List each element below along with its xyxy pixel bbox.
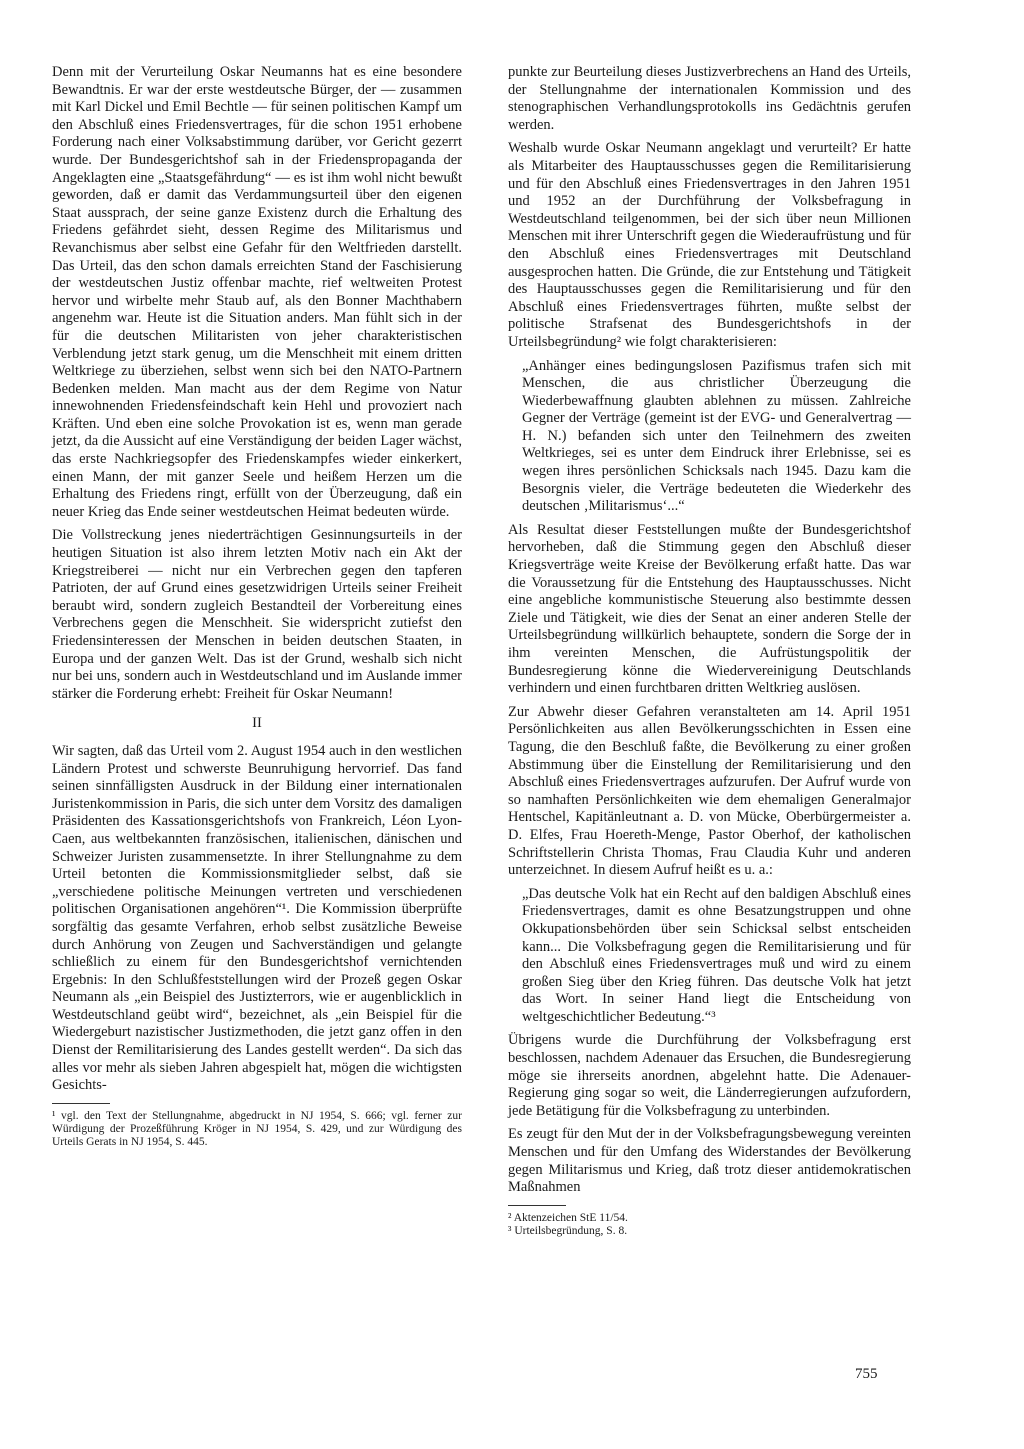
left-column (52, 64, 462, 1149)
right-paragraph-4: Zur Abwehr dieser Gefahren veranstalteten am 14. April 1951 Persönlichkeiten aus allen Bevölkerungsschichten in Essen eine Tagung, die den Beschluß faßte, die Bevölkerung zu einer großen Abstimmung über die Einstellung der Remilitarisierung und den Abschluß eines Friedensvertrages aufzurufen. Der Aufruf wurde von so namhaften Persönlichkeiten wie dem ehemaligen Generalmajor Hentschel, Kapitänleutnant a. D. von Mücke, Oberbürgermeister a. D. Elfes, Frau Hoereth-Menge, Pastor Oberhof, der katholischen Schriftstellerin Christa Thomas, Frau Claudia Kuhr und anderen unterzeichnet. In diesem Aufruf heißt es u. a.: (508, 703, 911, 879)
quote-1: „Anhänger eines bedingungslosen Pazifismus trafen sich mit Menschen, die aus christlicher Überzeugung die Wiederbewaffnung glaubten ablehnen zu müssen. Zahlreiche Gegner der Verträge (gemeint ist der EVG- und Generalvertrag — H. N.) befanden sich unter den Teilnehmern des zweiten Weltkrieges, sei es unter dem Eindruck ihrer Erlebnisse, sei es wegen ihres persönlichen Schicksals nach 1945. Dazu kam die Besorgnis vieler, die Verträge bedeuteten die Wiederkehr des deutschen ‚Militarismus‘...“ (522, 357, 911, 515)
right-column (508, 64, 911, 1238)
right-paragraph-1: punkte zur Beurteilung dieses Justizverbrechens an Hand des Urteils, der Stellungnahme der internationalen Kommission und des stenographischen Verhandlungsprotokolls ins Gedächtnis gerufen werden. (508, 64, 911, 133)
footnote-1: ¹ vgl. den Text der Stellungnahme, abgedruckt in NJ 1954, S. 666; vgl. ferner zur Würdigung der Prozeßführung Kröger in NJ 1954, S. 429, und zur Würdigung des Urteils Gerats in NJ 1954, S. 445. (52, 1109, 462, 1148)
right-paragraph-3: Als Resultat dieser Feststellungen mußte der Bundesgerichtshof hervorheben, daß die Stimmung gegen den Abschluß dieser Kriegsverträge weite Kreise der Bevölkerung erfaßt hatte. Das war die Voraussetzung für die Entstehung des Hauptausschusses. Nicht eine angebliche kommunistische Steuerung also bestimmte dessen Ziele und Tätigkeit, wie dies der Senat an einer anderen Stelle der Urteilsbegründung willkürlich behauptete, sondern die Sorge der in ihm vereinten Menschen, die Aufrüstungspolitik der Bundesregierung könne die Wiedervereinigung Deutschlands verhindern und einen furchtbaren dritten Weltkrieg auslösen. (508, 521, 911, 697)
right-paragraph-6: Es zeugt für den Mut der in der Volksbefragungsbewegung vereinten Menschen und für den Umfang des Widerstandes der Bevölkerung gegen Militarismus und Krieg, daß trotz dieser antidemokratischen Maßnahmen (508, 1126, 911, 1196)
left-paragraph-3: Wir sagten, daß das Urteil vom 2. August 1954 auch in den westlichen Ländern Protest und schwerste Beunruhigung hervorrief. Das fand seinen sinnfälligsten Ausdruck in der Bildung einer internationalen Juristenkommission in Paris, die sich unter dem Vorsitz des damaligen Präsidenten des Kassationsgerichtshofs von Frankreich, Léon Lyon-Caen, aus weltbekannten französischen, italienischen, dänischen und Schweizer Juristen zusammensetzte. In ihrer Stellungnahme zu dem Urteil betonten die Kommissionsmitglieder selbst, daß sie „verschiedene politische Meinungen vertreten und verschiedenen politischen Organisationen angehören“¹. Die Kommission überprüfte sorgfältig das gesamte Verfahren, erhob selbst zusätzliche Beweise durch Anhörung von Zeugen und Sachverständigen und gelangte schließlich zu einem für den Bundesgerichtshof vernichtenden Ergebnis: In den Schlußfeststellungen wird der Prozeß gegen Oskar Neumann als „ein Beispiel des Justizterrors, wie er augenblicklich in Westdeutschland geübt wird“, bezeichnet, als „ein Beispiel für die Wiedergeburt nazistischer Justizmethoden, die jetzt ganz offen in den Dienst der Remilitarisierung des Landes gestellt werden“. Da sich das alles vor mehr als sieben Jahren abgespielt hat, mögen die wichtigsten Gesichts- (52, 742, 462, 1094)
right-paragraph-5: Übrigens wurde die Durchführung der Volksbefragung erst beschlossen, nachdem Adenauer das Ersuchen, die Bundesregierung möge sie ihrerseits anordnen, abgelehnt hatte. Die Adenauer-Regierung ging sogar so weit, die Länderregierungen aufzufordern, jede Betätigung für die Volksbefragung zu unterbinden. (508, 1032, 911, 1119)
footnote-2: ² Aktenzeichen StE 11/54. (508, 1211, 628, 1224)
left-paragraph-2: Die Vollstreckung jenes niederträchtigen Gesinnungsurteils in der heutigen Situation ist also ihrem letzten Motiv nach ein Akt der Kriegstreiberei — nicht nur ein Verbrechen gegen den tapferen Patrioten, der auf Grund eines gesetzwidrigen Urteils seiner Freiheit beraubt wird, sondern zugleich Bestandteil der Vorbereitung eines Verbrechens gegen die Menschheit. Sie widerspricht zutiefst den Friedensinteressen der Menschen in beiden deutschen Staaten, in Europa und der ganzen Welt. Das ist der Grund, weshalb sich nicht nur bei uns, sondern auch in Westdeutschland und im Auslande immer stärker die Forderung erhebt: Freiheit für Oskar Neumann! (52, 527, 462, 702)
page-number: 755 (855, 1366, 878, 1382)
footnote-rule (52, 1103, 110, 1104)
footnote-3: ³ Urteilsbegründung, S. 8. (508, 1224, 628, 1237)
left-paragraph-1: Denn mit der Verurteilung Oskar Neumanns hat es eine besondere Bewandtnis. Er war der erste westdeutsche Bürger, der — zusammen mit Karl Dickel und Emil Bechtle — für seinen politischen Kampf um den Abschluß eines Friedensvertrages, für die schon 1951 erhobene Forderung nach einer Volksabstimmung darüber, vor Gericht gezerrt wurde. Der Bundesgerichtshof sah in der Friedenspropaganda der Angeklagten eine „Staatsgefährdung“ — es ist ihm wohl nicht bewußt geworden, daß er damit das Verdammungsurteil über den eigenen Staat aussprach, der seine ganze Existenz durch die Erhaltung des Friedens gefährdet sieht, dessen Regime des Militarismus und Revanchismus aber selbst eine Gefahr für den Weltfrieden darstellt. Das Urteil, das den schon damals erreichten Stand der Faschisierung der westdeutschen Justiz offenbar machte, rief weltweiten Protest hervor und wirbelte mehr Staub auf, als den Bonner Machthabern angenehm war. Heute ist die Situation anders. Man fühlt sich in der für die deutschen Militaristen von jeher charakteristischen Verblendung jetzt stark genug, um die Menschheit mit einem dritten Weltkriege zu überziehen, selbst wenn sich bei den NATO-Partnern Bedenken melden. Man macht aus der dem Regime von Natur innewohnenden Friedensfeindschaft kein Hehl und provoziert nach Kräften. Und eben eine solche Provokation ist es, wenn man gerade jetzt, da die Aussicht auf eine Verständigung der beiden Lager wächst, das erste Nachkriegsopfer des Friedenskampfes wieder einkerkert, einen Mann, der mit ganzer Seele und heißem Herzen um die Erhaltung des Friedens ringt, erfüllt von der Überzeugung, daß ein neuer Krieg das Ende seiner westdeutschen Heimat bedeuten würde. (52, 64, 462, 520)
right-paragraph-2: Weshalb wurde Oskar Neumann angeklagt und verurteilt? Er hatte als Mitarbeiter des Hauptausschusses gegen die Remilitarisierung und für den Abschluß eines Friedensvertrages in den Jahren 1951 und 1952 an der Durchführung der Volksbefragung in Westdeutschland teilgenommen, bei der sich über neun Millionen Menschen mit ihrer Unterschrift gegen die Wiederaufrüstung und für den Abschluß eines Friedensvertrages mit Deutschland ausgesprochen hatten. Die Gründe, die zur Entstehung und Tätigkeit des Hauptausschusses gegen die Remilitarisierung und für den Abschluß eines Friedensvertrages führten, mußte selbst der politische Strafsenat des Bundesgerichtshofs in der Urteilsbegründung² wie folgt charakterisieren: (508, 140, 911, 350)
section-heading: II (252, 715, 262, 732)
quote-2: „Das deutsche Volk hat ein Recht auf den baldigen Abschluß eines Friedensvertrages, damit es ohne Besatzungstruppen und ohne Okkupationsbehörden über sein Schicksal selbst entscheiden kann... Die Volksbefragung gegen die Remilitarisierung und für den Abschluß eines Friedensvertrages muß und wird zu einem großen Sieg über den Krieg führen. Das deutsche Volk hat jetzt das Wort. In seiner Hand liegt die Entscheidung von weltgeschichtlicher Bedeutung.“³ (522, 885, 911, 1025)
footnote-rule-right (508, 1205, 566, 1206)
